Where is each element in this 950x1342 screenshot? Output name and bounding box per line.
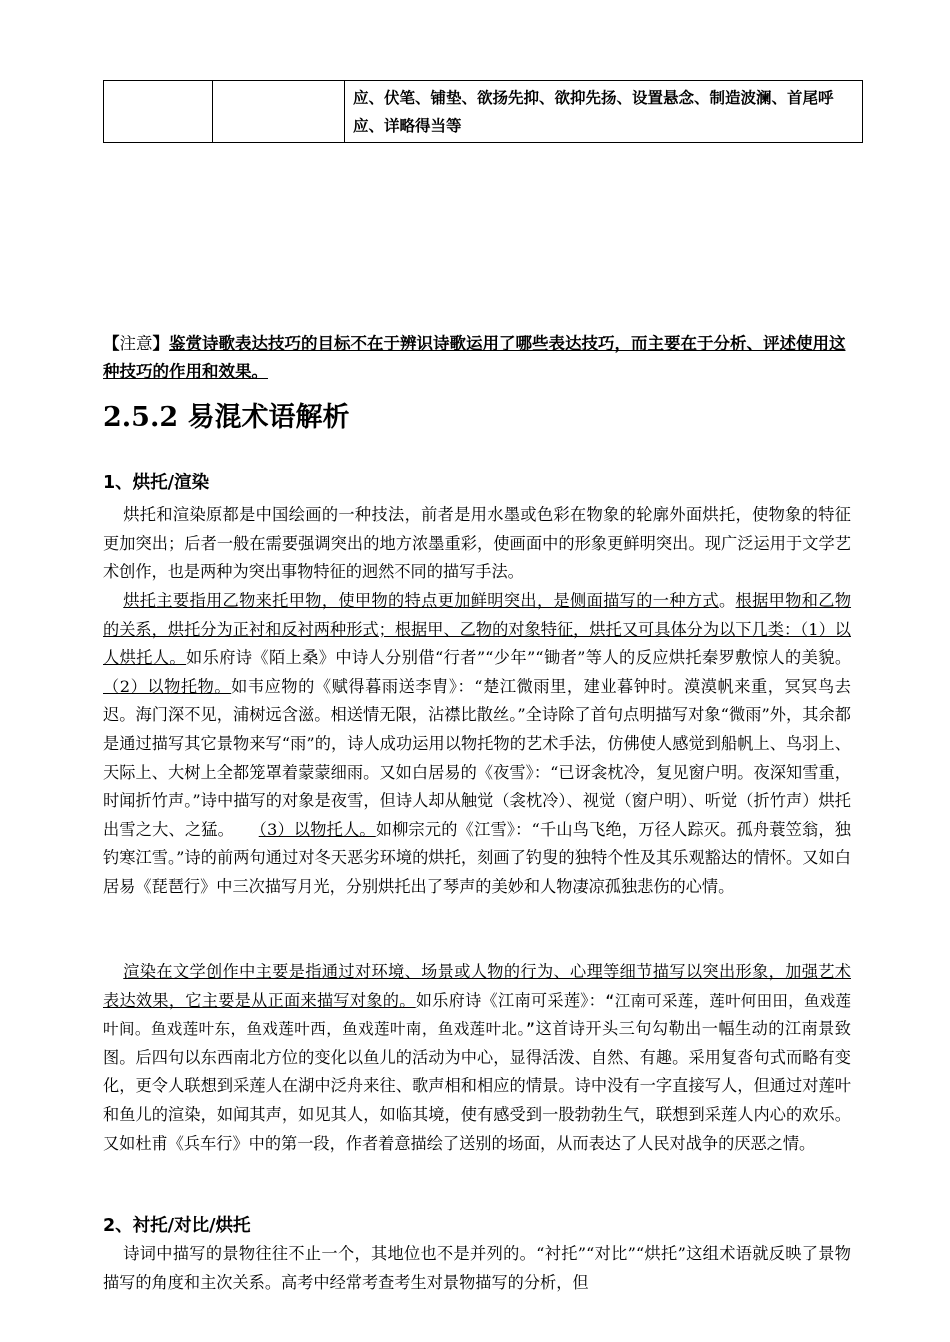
paragraph-2-text-2: 如乐府诗《陌上桑》中诗人分别借“行者”“少年”“锄者”等人的反应烘托秦罗敷惊人的美貌。	[186, 648, 852, 668]
table-cell-2	[213, 81, 345, 143]
table-cell-3: 应、伏笔、铺垫、欲扬先抑、欲抑先扬、设置悬念、制造波澜、首尾呼应、详略得当等	[345, 81, 863, 143]
paragraph-2-text-1: 。	[718, 591, 736, 610]
subsection-heading-2: 2、衬托/对比/烘托	[103, 1216, 251, 1236]
paragraph-3-text-2: 这首诗开头三句勾勒出一幅生动的江南景致图。后四句以东西南北方位的变化以鱼儿的活动为中心，显得活泼、自然、有趣。采用复沓句式而略有变化，更令人联想到采莲人在湖中泛舟来往、歌声相和相应的情景。诗中没有一字直接写人，但通过对莲叶和鱼儿的渲染，如闻其声，如见其人，如临其境，使有感受到一股勃勃生气，联想到采莲人内心的欢乐。又如杜甫《兵车行》中的第一段，作者着意描绘了送别的场面，从而表达了人民对战争的厌恶之情。	[103, 1019, 851, 1153]
table-row	[104, 81, 863, 143]
paragraph-2	[103, 587, 851, 902]
paragraph-2-text-3: 如韦应物的《赋得暮雨送李胄》：“楚江微雨里，建业暮钟时。漠漠帆来重，冥冥鸟去迟。海门深不见，浦树远含滋。相送情无限，沾襟比散丝。”全诗除了首句点明描写对象“微雨”外，其余都是通过描写其它景物来写“雨”的，诗人成功运用以物托物的艺术手法，仿佛使人感觉到船帆上、鸟羽上、天际上、大树上全都笼罩着蒙蒙细雨。又如白居易的《夜雪》：“已讶衾枕冷，复见窗户明。夜深知雪重，时闻折竹声。”诗中描写的对象是夜雪，但诗人却从触觉（衾枕冷）、视觉（窗户明）、听觉（折竹声）烘托出雪之大、之猛。	[103, 676, 851, 839]
table-cell-1	[104, 81, 213, 143]
paragraph-2-text-4: 如柳宗元的《江雪》：“千山鸟飞绝，万径人踪灭。孤舟蓑笠翁，独钓寒江雪。”诗的前两句通过对冬天恶劣环境的烘托，刻画了钓叟的独特个性及其乐观豁达的情怀。又如白居易《琵琶行》中三次描写月光，分别烘托出了琴声的美妙和人物凄凉孤独悲伤的心情。	[103, 819, 851, 896]
paragraph-3-text-1: 如乐府诗《江南可采莲》：	[415, 990, 606, 1010]
paragraph-2-underlined-4: （3）以物托人。	[258, 819, 376, 839]
paragraph-1: 烘托和渲染原都是中国绘画的一种技法，前者是用水墨或色彩在物象的轮廓外面烘托，使物象的特征更加突出；后者一般在需要强调突出的地方浓墨重彩，使画面中的形象更鲜明突出。现广泛运用于文学艺术创作，也是两种为突出事物特征的迥然不同的描写手法。	[103, 505, 851, 582]
paragraph-3	[103, 958, 851, 1158]
note-bracket-open: 【	[103, 333, 120, 353]
paragraph-3-poem-quote: “江南可采莲，莲叶何田田，鱼戏莲叶间。鱼戏莲叶东，鱼戏莲叶西，鱼戏莲叶南，鱼戏莲叶北。”	[103, 991, 851, 1039]
note-bracket-close: 】	[152, 333, 169, 353]
paragraph-2-underlined-3: （2）以物托物。	[103, 676, 232, 696]
subsection-heading-1: 1、烘托/渲染	[103, 473, 210, 493]
note-tag: 注意	[119, 333, 153, 353]
section-title: 2.5.2 易混术语解析	[103, 402, 350, 433]
paragraph-3-underlined-1: 渲染在文学创作中主要是指通过对环境、场景或人物的行为、心理等细节描写以突出形象，加强艺术表达效果，它主要是从正面来描写对象的。	[103, 962, 851, 1010]
paragraph-2-underlined-1: 烘托主要指用乙物来托甲物，使甲物的特点更加鲜明突出，是侧面描写的一种方式	[123, 591, 719, 610]
note-paragraph	[103, 330, 851, 386]
continued-table	[103, 80, 863, 143]
note-text: 鉴赏诗歌表达技巧的目标不在于辨识诗歌运用了哪些表达技巧，而主要在于分析、评述使用这种技巧的作用和效果。	[103, 333, 846, 381]
paragraph-2-underlined-2: 根据甲物和乙物的关系，烘托分为正衬和反衬两种形式；根据甲、乙物的对象特征，烘托又可具体分为以下几类：（1）以人烘托人。	[103, 591, 852, 668]
paragraph-4: 诗词中描写的景物往往不止一个，其地位也不是并列的。“衬托”“对比”“烘托”这组术语就反映了景物描写的角度和主次关系。高考中经常考查考生对景物描写的分析，但	[103, 1244, 851, 1292]
